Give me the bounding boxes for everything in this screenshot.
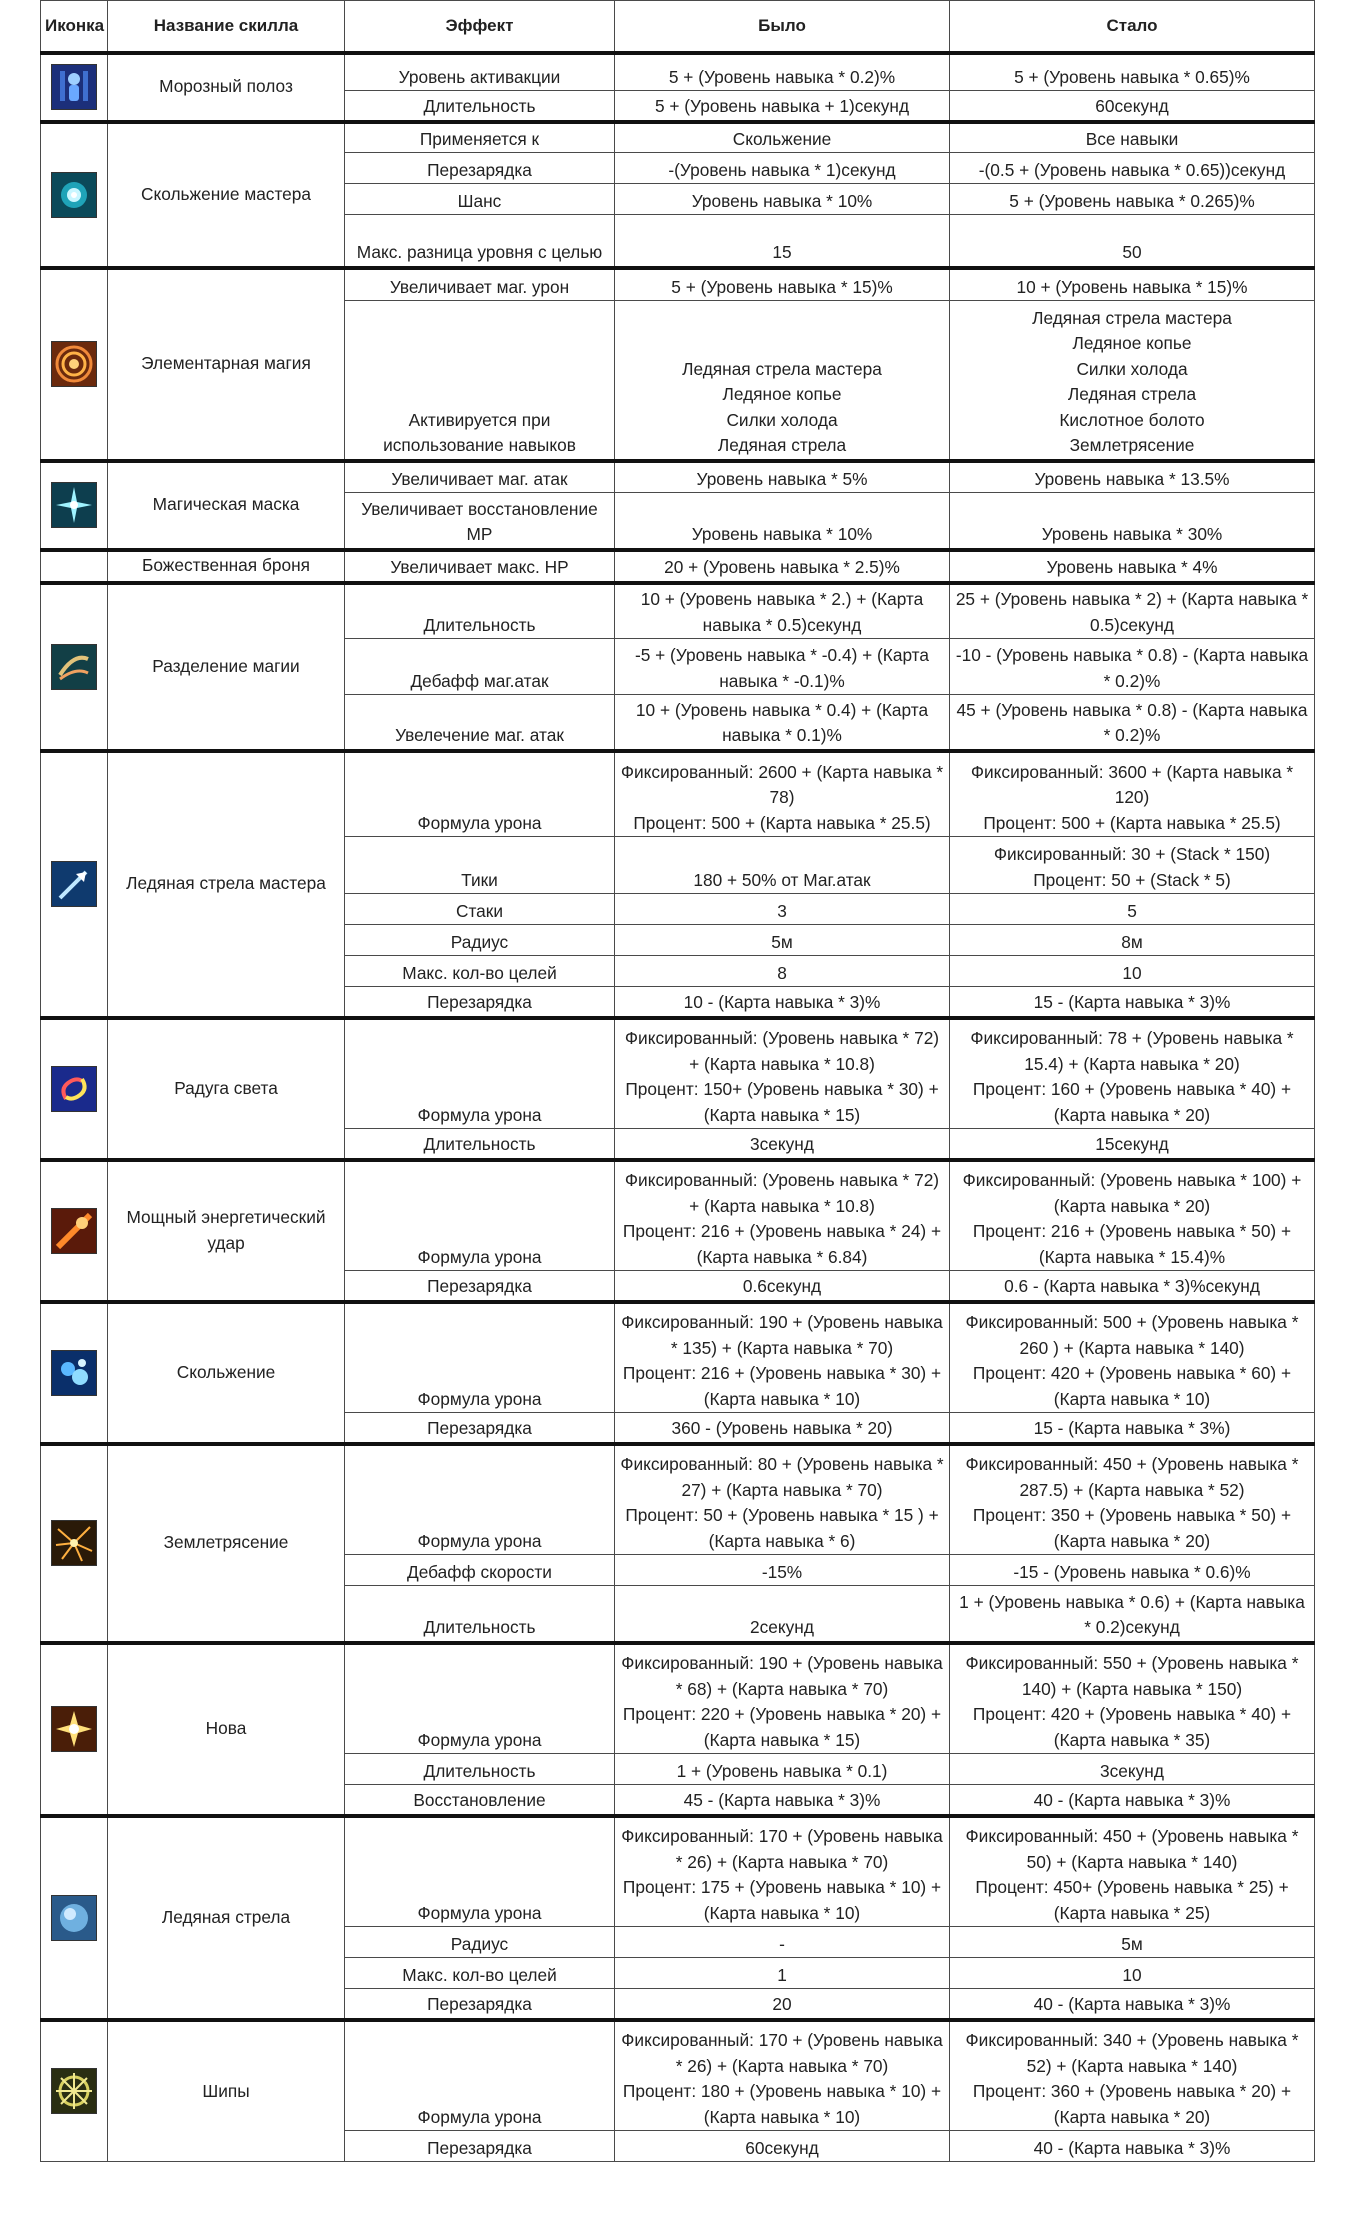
before-value: Фиксированный: 170 + (Уровень навыка * 26) + (Карта навыка * 70) Процент: 175 + (Уровень навыка * 10) + (Карта навыка * 10): [621, 1826, 943, 1923]
before-cell: [615, 583, 950, 639]
skill-icon-cell: [41, 1816, 108, 2020]
skill-name: Ледяная стрела мастера: [108, 751, 345, 1018]
after-value: 15секунд: [1095, 1134, 1169, 1154]
before-value: 15: [772, 242, 792, 262]
skill-icon-cell: [41, 1302, 108, 1444]
effect-cell: Длительность: [345, 1129, 615, 1160]
skill-group: [41, 1816, 1315, 2020]
table-row: [41, 550, 1315, 583]
skill-group: [41, 751, 1315, 1018]
before-cell: [615, 461, 950, 493]
skill-icon-cell: [41, 2020, 108, 2162]
before-cell: [615, 1160, 950, 1271]
header-after: Стало: [950, 1, 1315, 53]
after-cell: [950, 956, 1315, 987]
after-value: Фиксированный: (Уровень навыка * 100) + (Карта навыка * 20) Процент: 216 + (Уровень навыка * 50) + (Карта навыка * 15.4)%: [962, 1170, 1302, 1267]
before-cell: [615, 2020, 950, 2131]
effect-cell: Длительность: [345, 91, 615, 122]
before-value: 20 + (Уровень навыка * 2.5)%: [664, 557, 900, 577]
skill-icon-cell: [41, 751, 108, 1018]
after-cell: [950, 1271, 1315, 1302]
after-cell: [950, 583, 1315, 639]
after-value: Фиксированный: 450 + (Уровень навыка * 287.5) + (Карта навыка * 52) Процент: 350 + (Уровень навыка * 50) + (Карта навыка * 20): [965, 1454, 1299, 1551]
after-cell: [950, 894, 1315, 925]
after-value: Фиксированный: 30 + (Stack * 150) Процент: 50 + (Stack * 5): [993, 844, 1271, 890]
before-cell: [615, 1302, 950, 1413]
skill-icon-cell: [41, 268, 108, 461]
before-value: Скольжение: [732, 128, 832, 149]
skill-name: Ледяная стрела: [108, 1816, 345, 2020]
before-value: 8: [777, 962, 787, 983]
before-value: Фиксированный: 190 + (Уровень навыка * 68) + (Карта навыка * 70) Процент: 220 + (Уровень навыка * 20) + (Карта навыка * 15): [621, 1653, 943, 1750]
before-cell: [615, 1586, 950, 1643]
after-cell: [950, 1754, 1315, 1785]
after-value: 10 + (Уровень навыка * 15)%: [1016, 276, 1248, 297]
skill-group: [41, 1160, 1315, 1302]
before-cell: [615, 91, 950, 122]
table-row: [41, 1302, 1315, 1413]
after-value: Фиксированный: 3600 + (Карта навыка * 120) Процент: 500 + (Карта навыка * 25.5): [970, 761, 1294, 833]
effect-cell: Формула урона: [345, 2020, 615, 2131]
before-value: 5м: [771, 931, 793, 952]
after-cell: [950, 493, 1315, 550]
after-value: 8м: [1121, 931, 1143, 952]
skill-icon-cell: [41, 583, 108, 751]
after-value: Уровень навыка * 30%: [1041, 524, 1223, 544]
effect-cell: Перезарядка: [345, 2131, 615, 2162]
after-cell: [950, 91, 1315, 122]
skill-name: Божественная броня: [108, 550, 345, 583]
earthquake-icon: [51, 1520, 97, 1566]
after-cell: [950, 122, 1315, 153]
before-cell: [615, 53, 950, 91]
before-cell: [615, 751, 950, 837]
after-cell: [950, 2020, 1315, 2131]
before-cell: [615, 215, 950, 268]
after-cell: [950, 1989, 1315, 2020]
before-value: -: [779, 1933, 785, 1954]
effect-cell: Формула урона: [345, 1018, 615, 1129]
header-effect: Эффект: [345, 1, 615, 53]
after-cell: [950, 639, 1315, 695]
before-value: 45 - (Карта навыка * 3)%: [683, 1790, 881, 1810]
after-cell: [950, 1018, 1315, 1129]
after-value: Ледяная стрела мастера Ледяное копье Силки холода Ледяная стрела Кислотное болото Землетрясение: [1032, 307, 1232, 455]
skill-icon-cell: [41, 122, 108, 268]
effect-cell: Дебафф маг.атак: [345, 639, 615, 695]
effect-cell: Увеличивает маг. атак: [345, 461, 615, 493]
after-cell: [950, 153, 1315, 184]
effect-cell: Формула урона: [345, 751, 615, 837]
after-value: 0.6 - (Карта навыка * 3)%секунд: [1004, 1276, 1260, 1296]
skill-icon-cell: [41, 1643, 108, 1816]
header-before: Было: [615, 1, 950, 53]
before-cell: [615, 639, 950, 695]
skill-group: [41, 583, 1315, 751]
table-row: [41, 1018, 1315, 1129]
skill-group: [41, 1302, 1315, 1444]
before-cell: [615, 1927, 950, 1958]
after-cell: [950, 1129, 1315, 1160]
before-cell: [615, 1643, 950, 1754]
after-cell: [950, 53, 1315, 91]
after-cell: [950, 550, 1315, 583]
after-cell: [950, 1555, 1315, 1586]
before-value: Уровень навыка * 10%: [691, 190, 873, 211]
after-value: Фиксированный: 550 + (Уровень навыка * 140) + (Карта навыка * 150) Процент: 420 + (Уровень навыка * 40) + (Карта навыка * 35): [965, 1653, 1299, 1750]
effect-cell: Стаки: [345, 894, 615, 925]
table-row: [41, 1444, 1315, 1555]
effect-cell: Перезарядка: [345, 1413, 615, 1444]
before-value: 10 - (Карта навыка * 3)%: [683, 992, 881, 1012]
before-cell: [615, 153, 950, 184]
after-value: Фиксированный: 340 + (Уровень навыка * 52) + (Карта навыка * 140) Процент: 360 + (Уровень навыка * 20) + (Карта навыка * 20): [965, 2030, 1299, 2127]
table-row: [41, 268, 1315, 301]
effect-cell: Перезарядка: [345, 987, 615, 1018]
before-value: 10 + (Уровень навыка * 0.4) + (Карта навыка * 0.1)%: [635, 699, 929, 745]
before-value: 10 + (Уровень навыка * 2.) + (Карта навыка * 0.5)секунд: [640, 589, 924, 635]
effect-cell: Увеличивает макс. HP: [345, 550, 615, 583]
before-value: 5 + (Уровень навыка * 0.2)%: [668, 66, 896, 87]
after-cell: [950, 184, 1315, 215]
effect-cell: Перезарядка: [345, 1989, 615, 2020]
before-value: 3секунд: [750, 1134, 814, 1154]
effect-cell: Увелечение маг. атак: [345, 695, 615, 751]
effect-cell: Тики: [345, 837, 615, 894]
before-value: 0.6секунд: [742, 1276, 822, 1296]
after-value: -15 - (Уровень навыка * 0.6)%: [1013, 1561, 1251, 1582]
after-cell: [950, 751, 1315, 837]
after-cell: [950, 837, 1315, 894]
before-value: 60секунд: [745, 2137, 819, 2158]
effect-cell: Радиус: [345, 925, 615, 956]
table-row: [41, 1643, 1315, 1754]
skill-icon-cell: [41, 53, 108, 122]
effect-cell: Длительность: [345, 1754, 615, 1785]
nova-icon: [51, 1706, 97, 1752]
effect-cell: Перезарядка: [345, 153, 615, 184]
header-skill-name: Название скилла: [108, 1, 345, 53]
after-cell: [950, 695, 1315, 751]
skill-group: [41, 122, 1315, 268]
before-value: Фиксированный: 2600 + (Карта навыка * 78) Процент: 500 + (Карта навыка * 25.5): [620, 761, 944, 833]
skill-name: Шипы: [108, 2020, 345, 2162]
table-row: [41, 2020, 1315, 2131]
skill-group: [41, 2020, 1315, 2162]
after-cell: [950, 925, 1315, 956]
after-cell: [950, 1160, 1315, 1271]
after-value: 15 - (Карта навыка * 3%): [1033, 1418, 1231, 1438]
skill-name: Морозный полоз: [108, 53, 345, 122]
skill-name: Магическая маска: [108, 461, 345, 550]
after-value: 15 - (Карта навыка * 3)%: [1033, 992, 1231, 1012]
master-ice-arrow-icon: [51, 861, 97, 907]
effect-cell: Формула урона: [345, 1160, 615, 1271]
after-cell: [950, 461, 1315, 493]
after-value: 1 + (Уровень навыка * 0.6) + (Карта навыка * 0.2)секунд: [959, 1591, 1305, 1637]
skill-name: Землетрясение: [108, 1444, 345, 1643]
before-value: -15%: [761, 1561, 803, 1582]
table-row: [41, 53, 1315, 91]
after-cell: [950, 987, 1315, 1018]
before-value: 1 + (Уровень навыка * 0.1): [676, 1760, 888, 1781]
after-value: Фиксированный: 450 + (Уровень навыка * 50) + (Карта навыка * 140) Процент: 450+ (Уровень навыка * 25) + (Карта навыка * 25): [965, 1826, 1299, 1923]
after-cell: [950, 215, 1315, 268]
after-value: Уровень навыка * 13.5%: [1034, 468, 1230, 489]
skill-group: [41, 461, 1315, 550]
table-row: [41, 122, 1315, 153]
after-cell: [950, 1958, 1315, 1989]
effect-cell: Длительность: [345, 583, 615, 639]
before-cell: [615, 1129, 950, 1160]
slide-icon: [51, 1350, 97, 1396]
after-value: 5: [1127, 900, 1137, 921]
effect-cell: Формула урона: [345, 1444, 615, 1555]
after-value: 25 + (Уровень навыка * 2) + (Карта навыка * 0.5)секунд: [955, 589, 1309, 635]
skill-group: [41, 268, 1315, 461]
skill-group: [41, 1444, 1315, 1643]
skill-changes-table: [40, 0, 1315, 2162]
before-value: Фиксированный: (Уровень навыка * 72) + (Карта навыка * 10.8) Процент: 150+ (Уровень навыка * 30) + (Карта навыка * 15): [624, 1028, 940, 1125]
after-cell: [950, 1643, 1315, 1754]
before-value: Уровень навыка * 10%: [691, 524, 873, 544]
effect-cell: Активируется при использование навыков: [345, 301, 615, 461]
effect-cell: Восстановление: [345, 1785, 615, 1816]
before-cell: [615, 956, 950, 987]
after-cell: [950, 1444, 1315, 1555]
magic-separation-icon: [51, 644, 97, 690]
after-cell: [950, 301, 1315, 461]
before-cell: [615, 184, 950, 215]
skill-group: [41, 53, 1315, 122]
effect-cell: Формула урона: [345, 1302, 615, 1413]
skill-name: Элементарная магия: [108, 268, 345, 461]
skill-icon-cell: [41, 1018, 108, 1160]
before-cell: [615, 987, 950, 1018]
before-cell: [615, 301, 950, 461]
before-cell: [615, 1989, 950, 2020]
effect-cell: Увеличивает восстановление MP: [345, 493, 615, 550]
after-value: Фиксированный: 78 + (Уровень навыка * 15.4) + (Карта навыка * 20) Процент: 160 + (Уровень навыка * 40) + (Карта навыка * 20): [970, 1028, 1294, 1125]
before-cell: [615, 1555, 950, 1586]
after-value: 5 + (Уровень навыка * 0.265)%: [1009, 190, 1255, 211]
skill-name: Радуга света: [108, 1018, 345, 1160]
before-cell: [615, 1958, 950, 1989]
header-row: [41, 1, 1315, 53]
effect-cell: Формула урона: [345, 1816, 615, 1927]
after-value: -(0.5 + (Уровень навыка * 0.65))секунд: [978, 159, 1286, 180]
before-cell: [615, 493, 950, 550]
skill-icon-cell: [41, 550, 108, 583]
magic-mask-icon: [51, 482, 97, 528]
skill-icon-cell: [41, 461, 108, 550]
table-row: [41, 1160, 1315, 1271]
after-value: Все навыки: [1085, 128, 1179, 149]
table-row: [41, 751, 1315, 837]
before-value: 360 - (Уровень навыка * 20): [671, 1418, 893, 1438]
after-value: Уровень навыка * 4%: [1046, 557, 1218, 577]
effect-cell: Уровень активакции: [345, 53, 615, 91]
after-value: 40 - (Карта навыка * 3)%: [1033, 1790, 1231, 1810]
after-cell: [950, 268, 1315, 301]
elemental-magic-icon: [51, 341, 97, 387]
before-cell: [615, 1816, 950, 1927]
before-cell: [615, 122, 950, 153]
before-value: 5 + (Уровень навыка * 15)%: [671, 276, 893, 297]
table-row: [41, 461, 1315, 493]
skill-icon-cell: [41, 1444, 108, 1643]
after-cell: [950, 1302, 1315, 1413]
before-value: 2секунд: [750, 1617, 814, 1637]
effect-cell: Макс. кол-во целей: [345, 1958, 615, 1989]
master-slide-icon: [51, 172, 97, 218]
skill-icon-cell: [41, 1160, 108, 1302]
before-cell: [615, 695, 950, 751]
effect-cell: Формула урона: [345, 1643, 615, 1754]
before-cell: [615, 1018, 950, 1129]
before-value: 3: [777, 900, 787, 921]
ice-arrow-icon: [51, 1895, 97, 1941]
before-value: -5 + (Уровень навыка * -0.4) + (Карта навыка * -0.1)%: [634, 645, 930, 691]
before-cell: [615, 550, 950, 583]
thorns-icon: [51, 2068, 97, 2114]
effect-cell: Длительность: [345, 1586, 615, 1643]
skill-group: [41, 550, 1315, 583]
before-cell: [615, 1413, 950, 1444]
before-cell: [615, 2131, 950, 2162]
after-cell: [950, 1785, 1315, 1816]
effect-cell: Дебафф скорости: [345, 1555, 615, 1586]
frost-walk-icon: [51, 64, 97, 110]
after-value: Фиксированный: 500 + (Уровень навыка * 260 ) + (Карта навыка * 140) Процент: 420 + (Уровень навыка * 60) + (Карта навыка * 10): [965, 1312, 1299, 1409]
after-value: 5м: [1121, 1933, 1143, 1954]
effect-cell: Радиус: [345, 1927, 615, 1958]
after-value: 45 + (Уровень навыка * 0.8) - (Карта навыка * 0.2)%: [956, 699, 1308, 745]
after-value: 40 - (Карта навыка * 3)%: [1033, 1994, 1231, 2014]
after-cell: [950, 1586, 1315, 1643]
effect-cell: Применяется к: [345, 122, 615, 153]
effect-cell: Макс. кол-во целей: [345, 956, 615, 987]
after-cell: [950, 1413, 1315, 1444]
before-cell: [615, 894, 950, 925]
after-value: 40 - (Карта навыка * 3)%: [1033, 2137, 1231, 2158]
skill-group: [41, 1643, 1315, 1816]
before-value: Фиксированный: 80 + (Уровень навыка * 27) + (Карта навыка * 70) Процент: 50 + (Уровень навыка * 15 ) + (Карта навыка * 6): [620, 1454, 944, 1551]
after-value: 60секунд: [1095, 96, 1169, 116]
skill-name: Нова: [108, 1643, 345, 1816]
header-icon: Иконка: [41, 1, 108, 53]
before-value: 180 + 50% от Маг.атак: [693, 869, 871, 890]
effect-cell: Перезарядка: [345, 1271, 615, 1302]
before-cell: [615, 268, 950, 301]
skill-name: Скольжение мастера: [108, 122, 345, 268]
before-value: Фиксированный: 190 + (Уровень навыка * 135) + (Карта навыка * 70) Процент: 216 + (Уровень навыка * 30) + (Карта навыка * 10): [621, 1312, 943, 1409]
before-value: Фиксированный: 170 + (Уровень навыка * 26) + (Карта навыка * 70) Процент: 180 + (Уровень навыка * 10) + (Карта навыка * 10): [621, 2030, 943, 2127]
after-value: 5 + (Уровень навыка * 0.65)%: [1014, 66, 1250, 87]
before-value: Фиксированный: (Уровень навыка * 72) + (Карта навыка * 10.8) Процент: 216 + (Уровень навыка * 24) + (Карта навыка * 6.84): [622, 1170, 942, 1267]
table-row: [41, 583, 1315, 639]
skill-group: [41, 1018, 1315, 1160]
before-cell: [615, 1754, 950, 1785]
skill-changes-table-wrapper: [40, 0, 1314, 2162]
before-value: Ледяная стрела мастера Ледяное копье Силки холода Ледяная стрела: [682, 358, 882, 455]
before-cell: [615, 1785, 950, 1816]
effect-cell: Шанс: [345, 184, 615, 215]
after-cell: [950, 1816, 1315, 1927]
before-value: 5 + (Уровень навыка + 1)секунд: [654, 96, 910, 116]
after-value: 3секунд: [1100, 1760, 1164, 1781]
after-value: 10: [1122, 962, 1142, 983]
before-value: Уровень навыка * 5%: [696, 468, 868, 489]
rainbow-light-icon: [51, 1066, 97, 1112]
before-cell: [615, 1271, 950, 1302]
after-cell: [950, 1927, 1315, 1958]
effect-cell: Макс. разница уровня с целью: [345, 215, 615, 268]
effect-cell: Увеличивает маг. урон: [345, 268, 615, 301]
skill-name: Мощный энергетический удар: [108, 1160, 345, 1302]
before-cell: [615, 925, 950, 956]
energy-strike-icon: [51, 1208, 97, 1254]
skill-name: Скольжение: [108, 1302, 345, 1444]
after-value: 50: [1122, 242, 1142, 262]
before-cell: [615, 1444, 950, 1555]
skill-name: Разделение магии: [108, 583, 345, 751]
after-value: -10 - (Уровень навыка * 0.8) - (Карта навыка * 0.2)%: [955, 645, 1309, 691]
before-value: 20: [772, 1994, 792, 2014]
before-value: -(Уровень навыка * 1)секунд: [668, 159, 896, 180]
before-value: 1: [777, 1964, 787, 1985]
after-value: 10: [1122, 1964, 1142, 1985]
table-row: [41, 1816, 1315, 1927]
before-cell: [615, 837, 950, 894]
after-cell: [950, 2131, 1315, 2162]
